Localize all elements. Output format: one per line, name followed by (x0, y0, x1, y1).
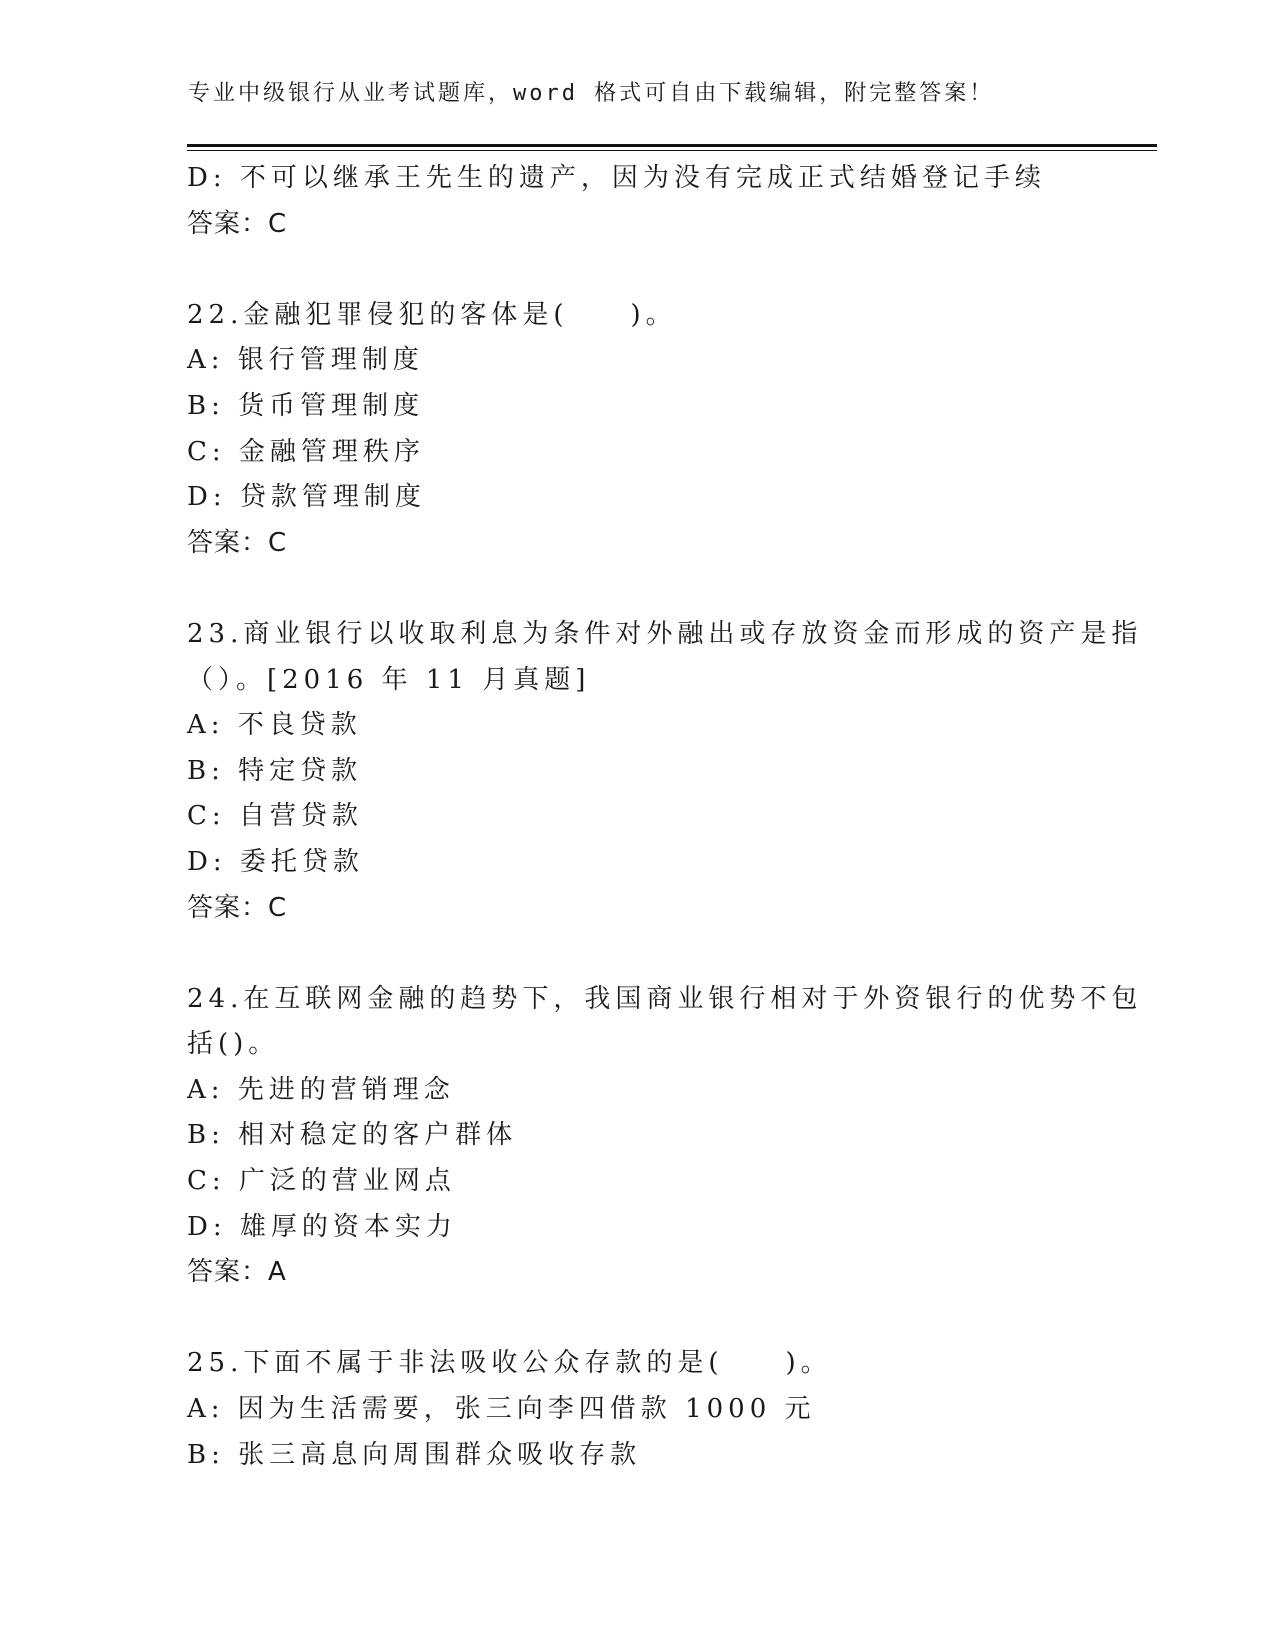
header-rule-thin (187, 150, 1157, 151)
document-body (187, 156, 1143, 1478)
question-22 (187, 293, 1087, 567)
question-stem-continued: 括()。 (187, 1029, 280, 1060)
option-c: C: 自营贷款 (187, 801, 363, 832)
option-b: B: 相对稳定的客户群体 (187, 1120, 518, 1151)
option-d: D: 雄厚的资本实力 (187, 1211, 457, 1242)
question-stem: 24.在互联网金融的趋势下，我国商业银行相对于外资银行的优势不包 (187, 983, 1143, 1014)
option-c: C: 广泛的营业网点 (187, 1166, 456, 1197)
option-a: A: 因为生活需要，张三向李四借款 1000 元 (187, 1394, 816, 1425)
spacer (187, 247, 1087, 293)
question-stem: 25.下面不属于非法吸收公众存款的是( )。 (187, 1348, 832, 1379)
option-b: B: 张三高息向周围群众吸收存款 (187, 1439, 642, 1470)
answer: 答案：C (187, 527, 288, 558)
option-a: A: 不良贷款 (187, 710, 362, 741)
answer: 答案：A (187, 1257, 287, 1288)
question-23 (187, 612, 1143, 931)
option-c: C: 金融管理秩序 (187, 436, 425, 467)
question-25 (187, 1341, 1087, 1478)
option-d: D: 委托贷款 (187, 846, 364, 877)
answer: 答案：C (187, 892, 288, 923)
question-stem: 22.金融犯罪侵犯的客体是( )。 (187, 299, 677, 330)
question-stem-continued: （）。[2016 年 11 月真题] (187, 664, 591, 695)
question-stem: 23.商业银行以收取利息为条件对外融出或存放资金而形成的资产是指 (187, 618, 1143, 649)
page-header: 专业中级银行从业考试题库，word 格式可自由下载编辑，附完整答案！ (188, 81, 995, 106)
spacer (187, 1296, 1087, 1342)
spacer (187, 931, 1087, 977)
option-b: B: 货币管理制度 (187, 390, 425, 421)
option-a: A: 银行管理制度 (187, 345, 424, 376)
prev-question-answer: 答案：C (187, 208, 288, 239)
option-b: B: 特定贷款 (187, 755, 363, 786)
option-a: A: 先进的营销理念 (187, 1074, 455, 1105)
question-24 (187, 977, 1143, 1296)
spacer (187, 566, 1087, 612)
option-d: D: 贷款管理制度 (187, 482, 426, 513)
prev-question-option-d: D: 不可以继承王先生的遗产，因为没有完成正式结婚登记手续 (187, 163, 1046, 193)
header-rule-thick (187, 144, 1157, 147)
